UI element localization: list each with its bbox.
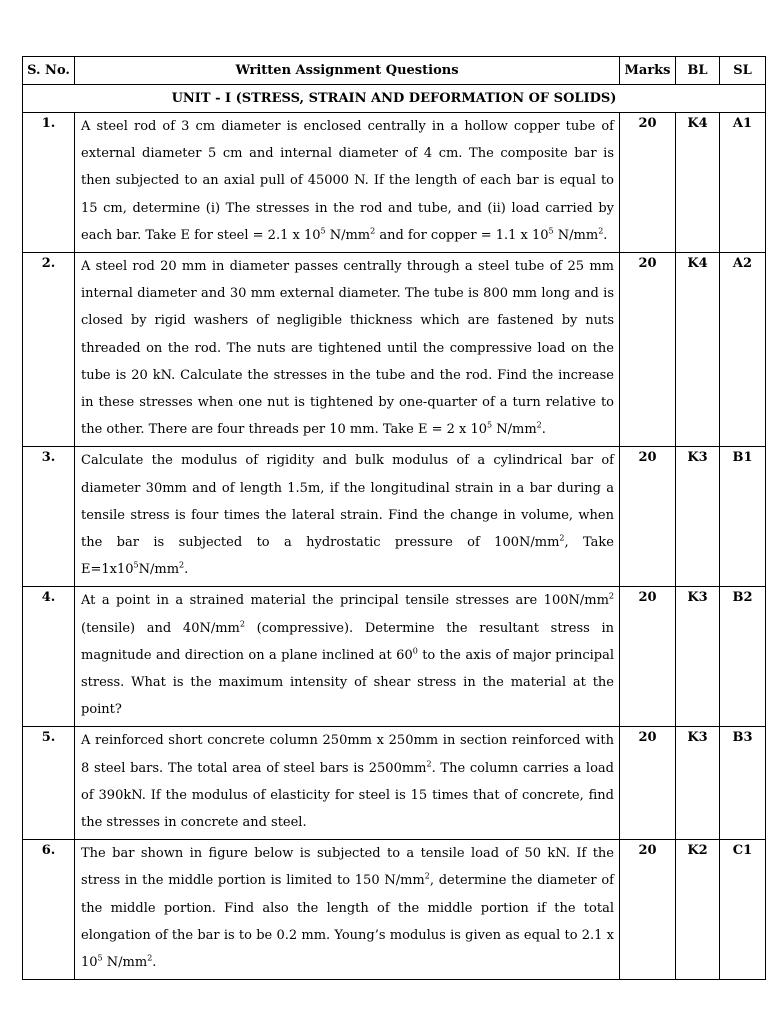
question-bl: K2 (676, 840, 720, 980)
header-questions: Written Assignment Questions (75, 57, 620, 85)
question-bl: K3 (676, 587, 720, 727)
table-row (23, 587, 766, 727)
question-bl: K4 (676, 113, 720, 253)
question-bl: K3 (676, 727, 720, 840)
question-marks: 20 (620, 840, 676, 980)
question-number: 1. (23, 113, 75, 253)
question-sl: A2 (720, 253, 766, 447)
table-row (23, 840, 766, 980)
question-number: 5. (23, 727, 75, 840)
header-row (23, 57, 766, 85)
question-bl: K3 (676, 447, 720, 587)
question-marks: 20 (620, 253, 676, 447)
question-text: A reinforced short concrete column 250mm x 250mm in section reinforced with 8 steel bars. The total area of steel bars is $2500mm^2$. The column carries a load of 390kN. If the modulus of elasticity for steel is 15 times that of concrete, find the stresses in concrete and steel. (75, 727, 620, 840)
question-marks: 20 (620, 447, 676, 587)
question-marks: 20 (620, 587, 676, 727)
question-text: At a point in a strained material the principal tensile stresses are $100N/mm^2$ (tensile) and $40N/mm^2$ (compressive). Determine the resultant stress in magnitude and direction on a plane inclined at $60^0$ to the axis of major principal stress. What is the maximum intensity of shear stress in the material at the point? (75, 587, 620, 727)
header-sl: SL (720, 57, 766, 85)
question-number: 3. (23, 447, 75, 587)
table-row (23, 253, 766, 447)
question-sl: B3 (720, 727, 766, 840)
question-marks: 20 (620, 113, 676, 253)
assignment-table (22, 56, 766, 980)
question-text: Calculate the modulus of rigidity and bulk modulus of a cylindrical bar of diameter 30mm and of length 1.5m, if the longitudinal strain in a bar during a tensile stress is four times the lateral strain. Find the change in volume, when the bar is subjected to a hydrostatic pressure of $100N/mm^2$, Take $E=1x10^5N/mm^2$. (75, 447, 620, 587)
question-bl: K4 (676, 253, 720, 447)
unit-title: UNIT - I (STRESS, STRAIN AND DEFORMATION OF SOLIDS) (23, 85, 766, 113)
question-number: 4. (23, 587, 75, 727)
question-number: 6. (23, 840, 75, 980)
question-text: A steel rod 20 mm in diameter passes centrally through a steel tube of 25 mm internal diameter and 30 mm external diameter. The tube is 800 mm long and is closed by rigid washers of negligible thickness which are fastened by nuts threaded on the rod. The nuts are tightened until the compressive load on the tube is 20 kN. Calculate the stresses in the tube and the rod. Find the increase in these stresses when one nut is tightened by one-quarter of a turn relative to the other. There are four threads per 10 mm. Take E = 2 x $10^5$ $N/mm^2$. (75, 253, 620, 447)
table-row (23, 727, 766, 840)
question-number: 2. (23, 253, 75, 447)
question-sl: A1 (720, 113, 766, 253)
unit-row (23, 85, 766, 113)
header-marks: Marks (620, 57, 676, 85)
question-marks: 20 (620, 727, 676, 840)
question-text: The bar shown in figure below is subjected to a tensile load of 50 kN. If the stress in the middle portion is limited to 150 $N/mm^2$, determine the diameter of the middle portion. Find also the length of the middle portion if the total elongation of the bar is to be 0.2 mm. Young’s modulus is given as equal to 2.1 x $10^5$ $N/mm^2$. (75, 840, 620, 980)
header-bl: BL (676, 57, 720, 85)
table-row (23, 447, 766, 587)
header-sno: S. No. (23, 57, 75, 85)
table-row (23, 113, 766, 253)
question-sl: B1 (720, 447, 766, 587)
question-sl: C1 (720, 840, 766, 980)
question-sl: B2 (720, 587, 766, 727)
question-text: A steel rod of 3 cm diameter is enclosed centrally in a hollow copper tube of external diameter 5 cm and internal diameter of 4 cm. The composite bar is then subjected to an axial pull of 45000 N. If the length of each bar is equal to 15 cm, determine (i) The stresses in the rod and tube, and (ii) load carried by each bar. Take E for steel = 2.1 x $10^5$ $N/mm^2$ and for copper = 1.1 x $10^5$ $N/mm^2$. (75, 113, 620, 253)
